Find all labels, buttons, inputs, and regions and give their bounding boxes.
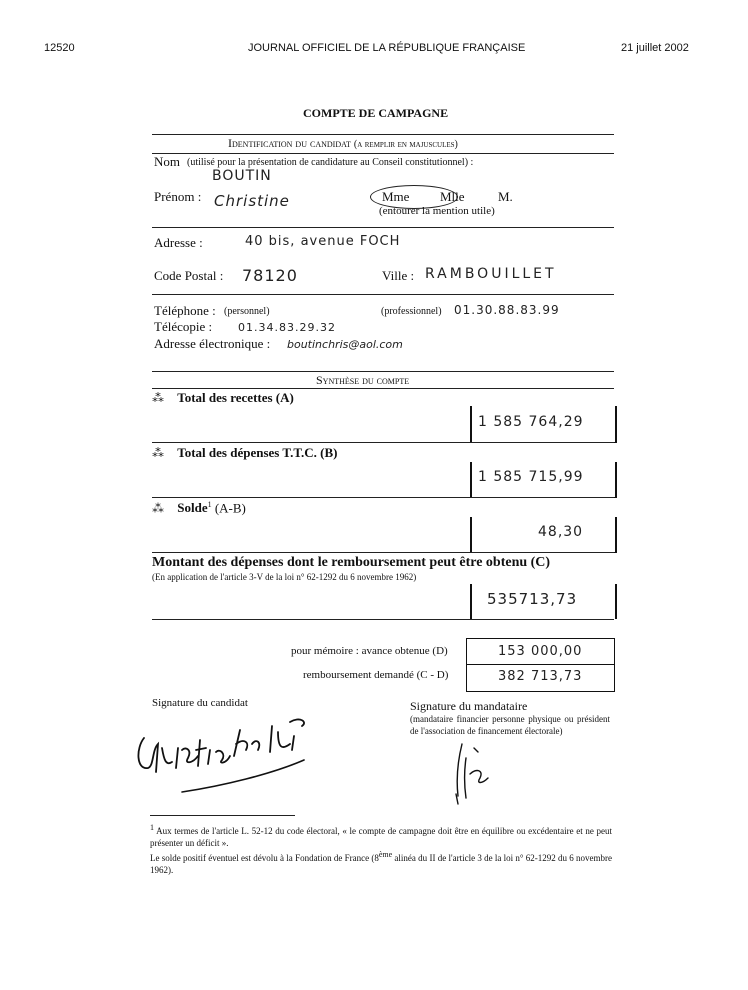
civility-option-mlle: Mlle bbox=[440, 189, 465, 204]
section-rule bbox=[152, 388, 614, 389]
asterism-icon: ⁂ bbox=[152, 446, 164, 460]
civility-option-mme: Mme bbox=[382, 189, 410, 204]
prenom-label: Prénom : bbox=[154, 189, 202, 204]
remboursement-label: remboursement demandé (C - D) bbox=[303, 669, 449, 681]
section-rule-top bbox=[152, 134, 614, 135]
montant-note: (En application de l'article 3-V de la loi n° 62-1292 du 6 novembre 1962) bbox=[152, 572, 417, 582]
footnote bbox=[150, 822, 612, 876]
asterism-icon: ⁂ bbox=[152, 391, 164, 405]
email-value: boutinchris@aol.com bbox=[287, 338, 403, 351]
adresse-label: Adresse : bbox=[154, 235, 203, 250]
synthese-heading: Synthèse du compte bbox=[316, 373, 410, 387]
civility-option-m: M. bbox=[498, 189, 513, 204]
section-rule bbox=[152, 442, 614, 443]
solde-footnote-ref: 1 bbox=[207, 500, 212, 509]
footnote-number: 1 bbox=[150, 823, 154, 832]
section-rule bbox=[152, 294, 614, 295]
ville-value: RAMBOUILLET bbox=[425, 266, 557, 282]
telephone-label: Téléphone : bbox=[154, 303, 216, 318]
depenses-label: Total des dépenses T.T.C. (B) bbox=[177, 445, 338, 460]
section-rule bbox=[152, 153, 614, 154]
solde-value: 48,30 bbox=[538, 524, 584, 540]
depenses-row bbox=[152, 445, 338, 461]
mandataire-note: (mandataire financier personne physique ou président de l'association de financement électorale) bbox=[410, 714, 610, 736]
section-rule bbox=[152, 371, 614, 372]
telecopie-label: Télécopie : bbox=[154, 319, 213, 334]
ville-label: Ville : bbox=[382, 268, 415, 283]
section-rule bbox=[152, 497, 614, 498]
footnote-line2-sup: ème bbox=[378, 850, 393, 859]
mandataire-signature bbox=[446, 738, 506, 808]
telephone-pro-note: (professionnel) bbox=[381, 306, 442, 317]
prenom-value: Christine bbox=[214, 192, 290, 210]
section-rule bbox=[152, 619, 614, 620]
asterism-icon: ⁂ bbox=[152, 501, 164, 516]
recettes-label: Total des recettes (A) bbox=[177, 390, 294, 405]
identification-heading-note: (a remplir en majuscules) bbox=[353, 139, 458, 150]
nom-value: BOUTIN bbox=[212, 168, 272, 184]
candidat-signature bbox=[132, 708, 342, 800]
solde-label: Solde bbox=[177, 500, 208, 516]
publication-date: 21 juillet 2002 bbox=[621, 42, 689, 54]
journal-title: JOURNAL OFFICIEL DE LA RÉPUBLIQUE FRANÇAISE bbox=[248, 42, 526, 54]
avance-value: 153 000,00 bbox=[498, 644, 583, 659]
avance-label: pour mémoire : avance obtenue (D) bbox=[291, 645, 448, 657]
solde-row bbox=[152, 500, 246, 516]
code-postal-label: Code Postal : bbox=[154, 268, 224, 283]
recettes-value: 1 585 764,29 bbox=[478, 414, 584, 430]
form-title: COMPTE DE CAMPAGNE bbox=[303, 106, 449, 120]
nom-label: Nom bbox=[154, 154, 180, 169]
telephone-perso-note: (personnel) bbox=[224, 306, 270, 317]
section-rule bbox=[152, 552, 614, 553]
footnote-line2-suffix: alinéa du II de l'article 3 de la loi n° 62-1292 du 6 novembre 1962). bbox=[150, 853, 613, 875]
recettes-row bbox=[152, 390, 294, 406]
adresse-value: 40 bis, avenue FOCH bbox=[245, 234, 401, 249]
candidat-signature-label: Signature du candidat bbox=[152, 697, 248, 709]
montant-value: 535713,73 bbox=[487, 590, 578, 608]
civility-note: (entourer la mention utile) bbox=[379, 205, 495, 217]
telephone-pro-value: 01.30.88.83.99 bbox=[454, 303, 560, 317]
code-postal-value: 78120 bbox=[242, 266, 298, 285]
identification-heading bbox=[228, 136, 458, 151]
section-rule bbox=[152, 227, 614, 228]
identification-heading-text: Identification du candidat bbox=[228, 136, 351, 150]
footnote-line1: Aux termes de l'article L. 52-12 du code électoral, « le compte de campagne doit être en équilibre ou excédentaire et ne peut présenter un déficit ». bbox=[150, 826, 612, 848]
page-number: 12520 bbox=[44, 42, 75, 54]
montant-label: Montant des dépenses dont le remboursement peut être obtenu (C) bbox=[152, 555, 551, 570]
mandataire-signature-label: Signature du mandataire bbox=[410, 699, 528, 713]
footnote-rule bbox=[150, 815, 295, 816]
footnote-line2-prefix: Le solde positif éventuel est dévolu à la Fondation de France (8 bbox=[150, 853, 379, 863]
telecopie-value: 01.34.83.29.32 bbox=[238, 321, 336, 334]
nom-note: (utilisé pour la présentation de candidature au Conseil constitutionnel) : bbox=[187, 157, 474, 168]
table-divider bbox=[467, 664, 614, 665]
remboursement-value: 382 713,73 bbox=[498, 669, 583, 684]
depenses-value: 1 585 715,99 bbox=[478, 469, 584, 485]
email-label: Adresse électronique : bbox=[154, 336, 271, 351]
solde-suffix: (A-B) bbox=[214, 500, 246, 516]
